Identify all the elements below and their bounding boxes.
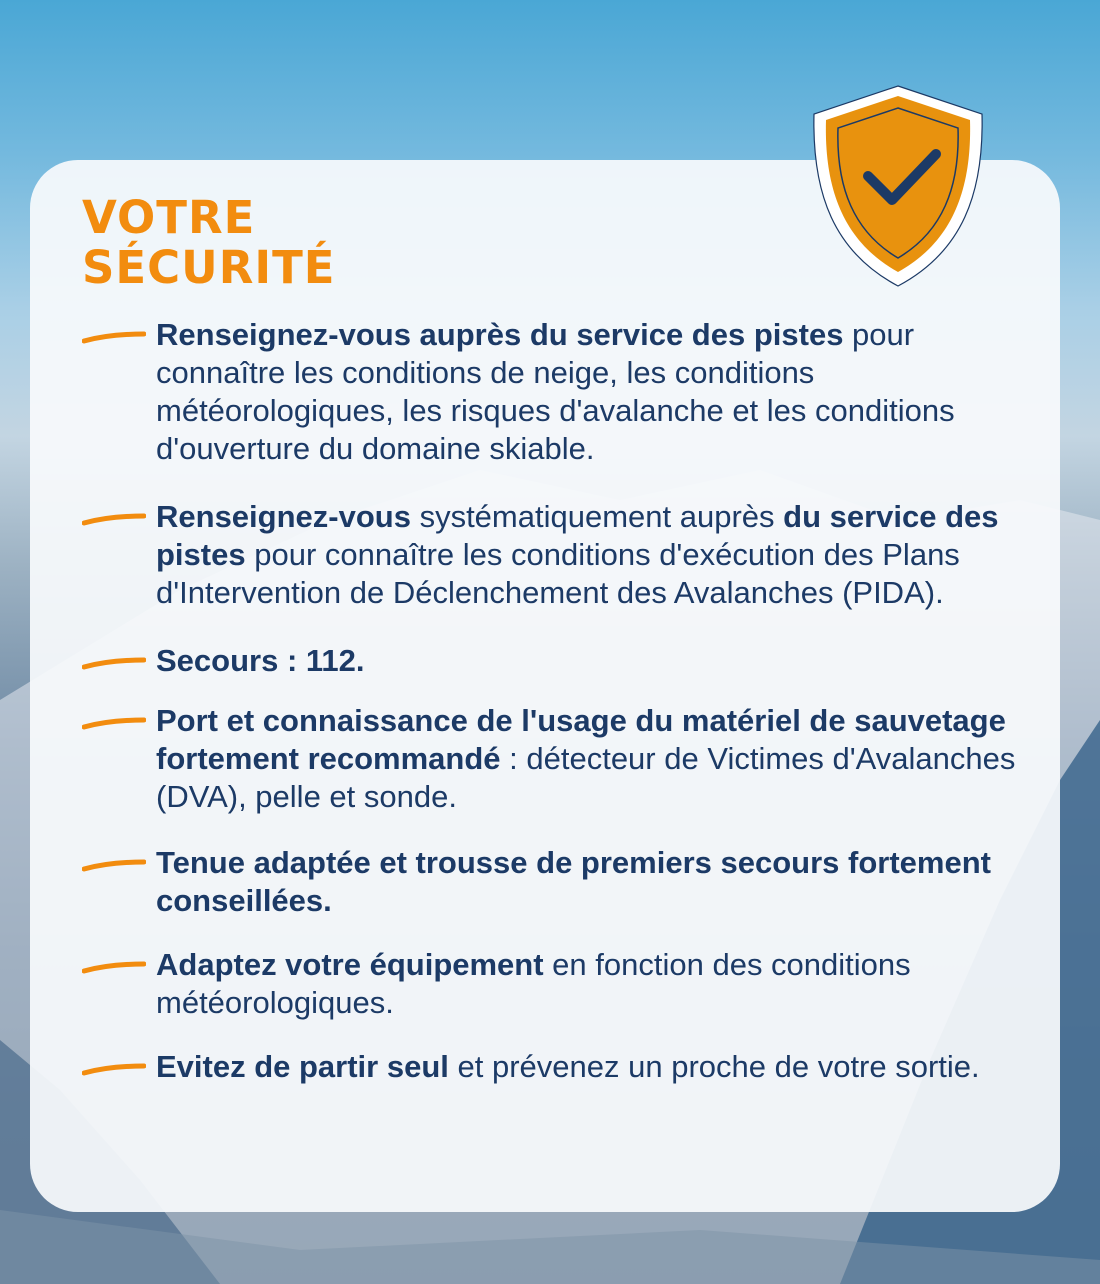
list-item [82, 702, 1022, 816]
orange-dash-icon [82, 1062, 146, 1076]
item-bold: Evitez de partir seul [156, 1049, 449, 1084]
shield-check-icon [810, 84, 986, 290]
orange-dash-icon [82, 656, 146, 670]
list-item [82, 946, 1022, 1022]
item-text-2: pour connaître les conditions d'exécution des Plans d'Intervention de Déclenchement des Avalanches (PIDA). [156, 537, 960, 610]
title-line-1: VOTRE [82, 191, 256, 244]
list-item [82, 316, 1022, 468]
list-item [82, 844, 1022, 920]
orange-dash-icon [82, 858, 146, 872]
orange-dash-icon [82, 330, 146, 344]
item-text: : détecteur de Victimes d'Avalanches (DVA), pelle et sonde. [156, 741, 1016, 814]
page-title [82, 193, 336, 293]
list-item [82, 1048, 1022, 1086]
item-bold: Port et connaissance de l'usage du matériel de sauvetage fortement recommandé [156, 703, 1006, 776]
list-item [82, 498, 1022, 612]
item-bold: Renseignez-vous [156, 499, 411, 534]
item-text: et prévenez un proche de votre sortie. [448, 1049, 980, 1084]
item-text: systématiquement auprès [410, 499, 784, 534]
orange-dash-icon [82, 716, 146, 730]
orange-dash-icon [82, 960, 146, 974]
item-text: en fonction des conditions météorologiques. [156, 947, 911, 1020]
list-item [82, 642, 1022, 680]
safety-list [82, 316, 1022, 1086]
item-bold: Secours : 112. [156, 643, 365, 678]
item-bold: Adaptez votre équipement [156, 947, 544, 982]
item-bold-2: du service des pistes [156, 499, 999, 572]
orange-dash-icon [82, 512, 146, 526]
title-line-2: SÉCURITÉ [82, 241, 336, 294]
item-text: pour connaître les conditions de neige, les conditions météorologiques, les risques d'avalanche et les conditions d'ouverture du domaine skiable. [156, 317, 955, 466]
item-bold: Renseignez-vous auprès du service des pistes [156, 317, 844, 352]
item-bold: Tenue adaptée et trousse de premiers secours fortement conseillées. [156, 845, 991, 918]
